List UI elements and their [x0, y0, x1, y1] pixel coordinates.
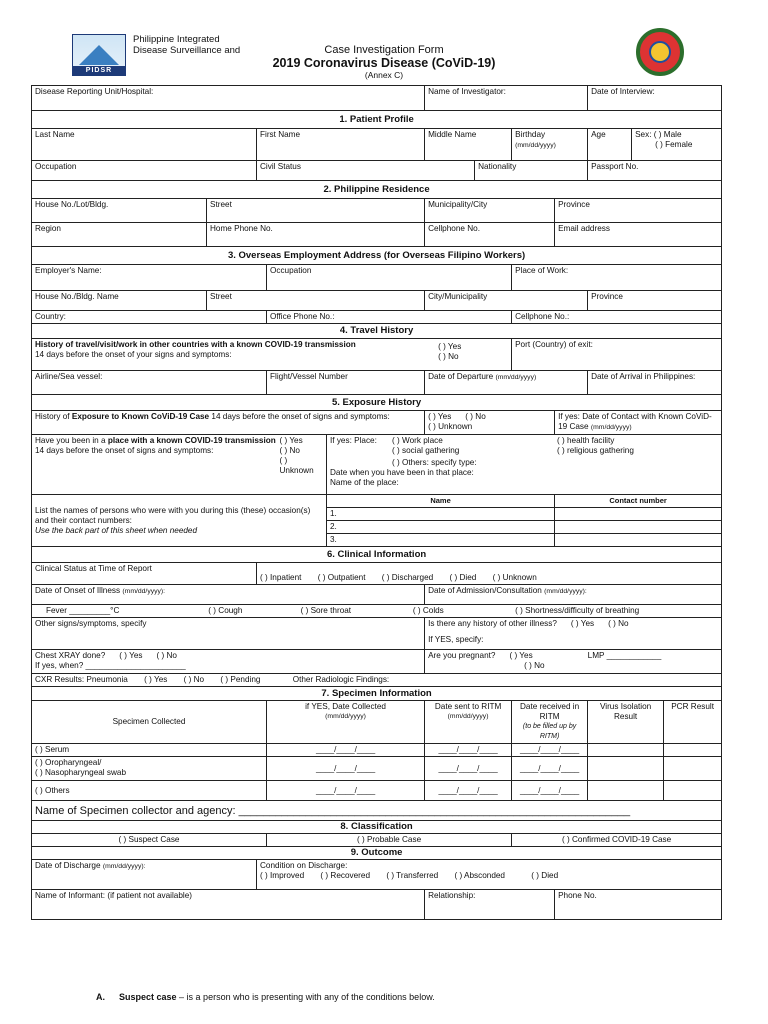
contact-name-3[interactable]: 3. [327, 534, 555, 547]
admission-date-field[interactable]: Date of Admission/Consultation (mm/dd/yyyy): [425, 585, 722, 605]
pcr-result-header: PCR Result [664, 701, 722, 744]
others-date-collected[interactable]: ____/____/____ [267, 781, 425, 801]
contact-number-header: Contact number [555, 495, 722, 508]
form-title: Case Investigation Form [324, 44, 444, 56]
others-date-received[interactable]: ____/____/____ [512, 781, 588, 801]
suspect-case-option[interactable]: ( ) Suspect Case [32, 834, 267, 847]
serum-checkbox[interactable]: ( ) Serum [32, 744, 267, 757]
travel-history-question[interactable]: History of travel/visit/work in other countries with a known COVID-19 transmission 14 days before the onset of your signs and symptoms: ( ) Yes ( ) No [32, 339, 512, 371]
house-no-field[interactable]: House No./Lot/Bldg. [32, 199, 207, 223]
investigator-field[interactable]: Name of Investigator: [425, 86, 588, 111]
known-case-exposure-options[interactable]: ( ) Yes ( ) No ( ) Unknown [425, 411, 555, 435]
municipality-field[interactable]: Municipality/City [425, 199, 555, 223]
swab-virus-result[interactable] [588, 757, 664, 781]
nationality-field[interactable]: Nationality [475, 161, 588, 181]
section-exposure-history: 5. Exposure History [32, 395, 722, 411]
serum-pcr-result[interactable] [664, 744, 722, 757]
other-symptoms-field[interactable]: Other signs/symptoms, specify [32, 618, 425, 650]
section-philippine-residence: 2. Philippine Residence [32, 181, 722, 199]
specimen-collector-field[interactable]: Name of Specimen collector and agency: ________________________________________________________________ [32, 801, 722, 821]
discharge-condition-field[interactable]: Condition on Discharge: ( ) Improved ( ) Recovered ( ) Transferred ( ) Absconded ( ) Died [257, 860, 722, 890]
province-field[interactable]: Province [555, 199, 722, 223]
serum-date-collected[interactable]: ____/____/____ [267, 744, 425, 757]
flight-number-field[interactable]: Flight/Vessel Number [267, 371, 425, 395]
departure-date-field[interactable]: Date of Departure (mm/dd/yyyy) [425, 371, 588, 395]
virus-isolation-header: Virus Isolation Result [588, 701, 664, 744]
contact-name-1[interactable]: 1. [327, 508, 555, 521]
probable-case-option[interactable]: ( ) Probable Case [267, 834, 512, 847]
serum-virus-result[interactable] [588, 744, 664, 757]
confirmed-case-option[interactable]: ( ) Confirmed COVID-19 Case [512, 834, 722, 847]
street-field[interactable]: Street [207, 199, 425, 223]
swab-pcr-result[interactable] [664, 757, 722, 781]
serum-date-received[interactable]: ____/____/____ [512, 744, 588, 757]
section-patient-profile: 1. Patient Profile [32, 111, 722, 129]
interview-date-field[interactable]: Date of Interview: [588, 86, 722, 111]
annex-label: (Annex C) [364, 70, 404, 80]
overseas-cellphone-field[interactable]: Cellphone No.: [512, 311, 722, 324]
overseas-province-field[interactable]: Province [588, 291, 722, 311]
serum-date-sent[interactable]: ____/____/____ [425, 744, 512, 757]
relationship-field[interactable]: Relationship: [425, 890, 555, 920]
contact-number-1[interactable] [555, 508, 722, 521]
section-travel-history: 4. Travel History [32, 324, 722, 339]
symptoms-checklist[interactable]: Fever _________°C ( ) Cough ( ) Sore throat ( ) Colds ( ) Shortness/difficulty of breathing [32, 605, 722, 618]
onset-date-field[interactable]: Date of Onset of Illness (mm/dd/yyyy): [32, 585, 425, 605]
date-collected-header: if YES, Date Collected (mm/dd/yyyy) [267, 701, 425, 744]
last-name-field[interactable]: Last Name [32, 129, 257, 161]
first-name-field[interactable]: First Name [257, 129, 425, 161]
organization-name: Philippine Integrated Disease Surveillance and [133, 34, 241, 56]
others-pcr-result[interactable] [664, 781, 722, 801]
arrival-date-field[interactable]: Date of Arrival in Philippines: [588, 371, 722, 395]
section-outcome: 9. Outcome [32, 847, 722, 860]
case-investigation-form [31, 85, 722, 920]
airline-vessel-field[interactable]: Airline/Sea vessel: [32, 371, 267, 395]
section-specimen-information: 7. Specimen Information [32, 687, 722, 701]
pregnancy-field[interactable]: Are you pregnant? ( ) Yes LMP ____________ ( ) No [425, 650, 722, 674]
informant-phone-field[interactable]: Phone No. [555, 890, 722, 920]
specimen-collected-header: Specimen Collected [32, 701, 267, 744]
contact-date-field[interactable]: If yes: Date of Contact with Known CoViD-19 Case (mm/dd/yyyy) [555, 411, 722, 435]
swab-date-sent[interactable]: ____/____/____ [425, 757, 512, 781]
middle-name-field[interactable]: Middle Name [425, 129, 512, 161]
known-case-exposure-question[interactable]: History of Exposure to Known CoViD-19 Case 14 days before the onset of signs and symptoms: [32, 411, 425, 435]
cellphone-field[interactable]: Cellphone No. [425, 223, 555, 247]
swab-date-received[interactable]: ____/____/____ [512, 757, 588, 781]
contact-number-2[interactable] [555, 521, 722, 534]
disease-title: 2019 Coronavirus Disease (CoViD-19) [272, 56, 496, 70]
passport-field[interactable]: Passport No. [588, 161, 722, 181]
age-field[interactable]: Age [588, 129, 632, 161]
pidsr-logo: PIDSR [72, 34, 126, 76]
chest-xray-field[interactable]: Chest XRAY done? ( ) Yes ( ) No If yes, when? ______________________ [32, 650, 425, 674]
clinical-status-options[interactable]: ( ) Inpatient ( ) Outpatient ( ) Discharged ( ) Died ( ) Unknown [257, 563, 722, 585]
region-field[interactable]: Region [32, 223, 207, 247]
swab-checkbox[interactable]: ( ) Oropharyngeal/ ( ) Nasopharyngeal swab [32, 757, 267, 781]
section-clinical-information: 6. Clinical Information [32, 547, 722, 563]
discharge-date-field[interactable]: Date of Discharge (mm/dd/yyyy): [32, 860, 257, 890]
overseas-house-field[interactable]: House No./Bldg. Name [32, 291, 207, 311]
country-field[interactable]: Country: [32, 311, 267, 324]
others-date-sent[interactable]: ____/____/____ [425, 781, 512, 801]
section-overseas-employment: 3. Overseas Employment Address (for Overseas Filipino Workers) [32, 247, 722, 265]
overseas-street-field[interactable]: Street [207, 291, 425, 311]
occupation-field[interactable]: Occupation [32, 161, 257, 181]
contact-persons-instruction: List the names of persons who were with you during this (these) occasion(s) and their contact numbers: Use the back part of this sheet when needed [32, 495, 327, 547]
home-phone-field[interactable]: Home Phone No. [207, 223, 425, 247]
date-sent-header: Date sent to RITM (mm/dd/yyyy) [425, 701, 512, 744]
place-of-work-field[interactable]: Place of Work: [512, 265, 722, 291]
reporting-unit-field[interactable]: Disease Reporting Unit/Hospital: [32, 86, 425, 111]
others-checkbox[interactable]: ( ) Others [32, 781, 267, 801]
swab-date-collected[interactable]: ____/____/____ [267, 757, 425, 781]
contact-name-header: Name [327, 495, 555, 508]
contact-name-2[interactable]: 2. [327, 521, 555, 534]
clinical-status-label: Clinical Status at Time of Report [32, 563, 257, 585]
birthday-field[interactable]: Birthday (mm/dd/yyyy) [512, 129, 588, 161]
suspect-case-definition: A. Suspect case – is a person who is presenting with any of the conditions below. [96, 992, 435, 1002]
other-illness-field[interactable]: Is there any history of other illness? ( ) Yes ( ) No If YES, specify: [425, 618, 722, 650]
civil-status-field[interactable]: Civil Status [257, 161, 475, 181]
date-received-header: Date received in RITM (to be filled up by RITM) [512, 701, 588, 744]
overseas-occupation-field[interactable]: Occupation [267, 265, 512, 291]
employer-name-field[interactable]: Employer's Name: [32, 265, 267, 291]
contact-number-3[interactable] [555, 534, 722, 547]
cxr-results-field[interactable]: CXR Results: Pneumonia ( ) Yes ( ) No ( ) Pending Other Radiologic Findings: [32, 674, 722, 687]
doh-seal-icon [636, 28, 684, 76]
others-virus-result[interactable] [588, 781, 664, 801]
sex-field[interactable]: Sex: ( ) Male ( ) Female [632, 129, 722, 161]
place-exposure-question[interactable]: Have you been in a place with a known COVID-19 transmission 14 days before the onset of signs and symptoms: ( ) Yes ( ) No ( ) Unknown [32, 435, 327, 495]
office-phone-field[interactable]: Office Phone No.: [267, 311, 512, 324]
overseas-city-field[interactable]: City/Municipality [425, 291, 588, 311]
informant-name-field[interactable]: Name of Informant: (if patient not available) [32, 890, 425, 920]
port-of-exit-field[interactable]: Port (Country) of exit: [512, 339, 722, 371]
email-field[interactable]: Email address [555, 223, 722, 247]
section-classification: 8. Classification [32, 821, 722, 834]
exposure-place-details[interactable]: If yes: Place: ( ) Work place ( ) health facility ( ) social gathering ( ) religious gathering ( ) Others: specify type: Date when you have been in that place: Name of the place: [327, 435, 722, 495]
